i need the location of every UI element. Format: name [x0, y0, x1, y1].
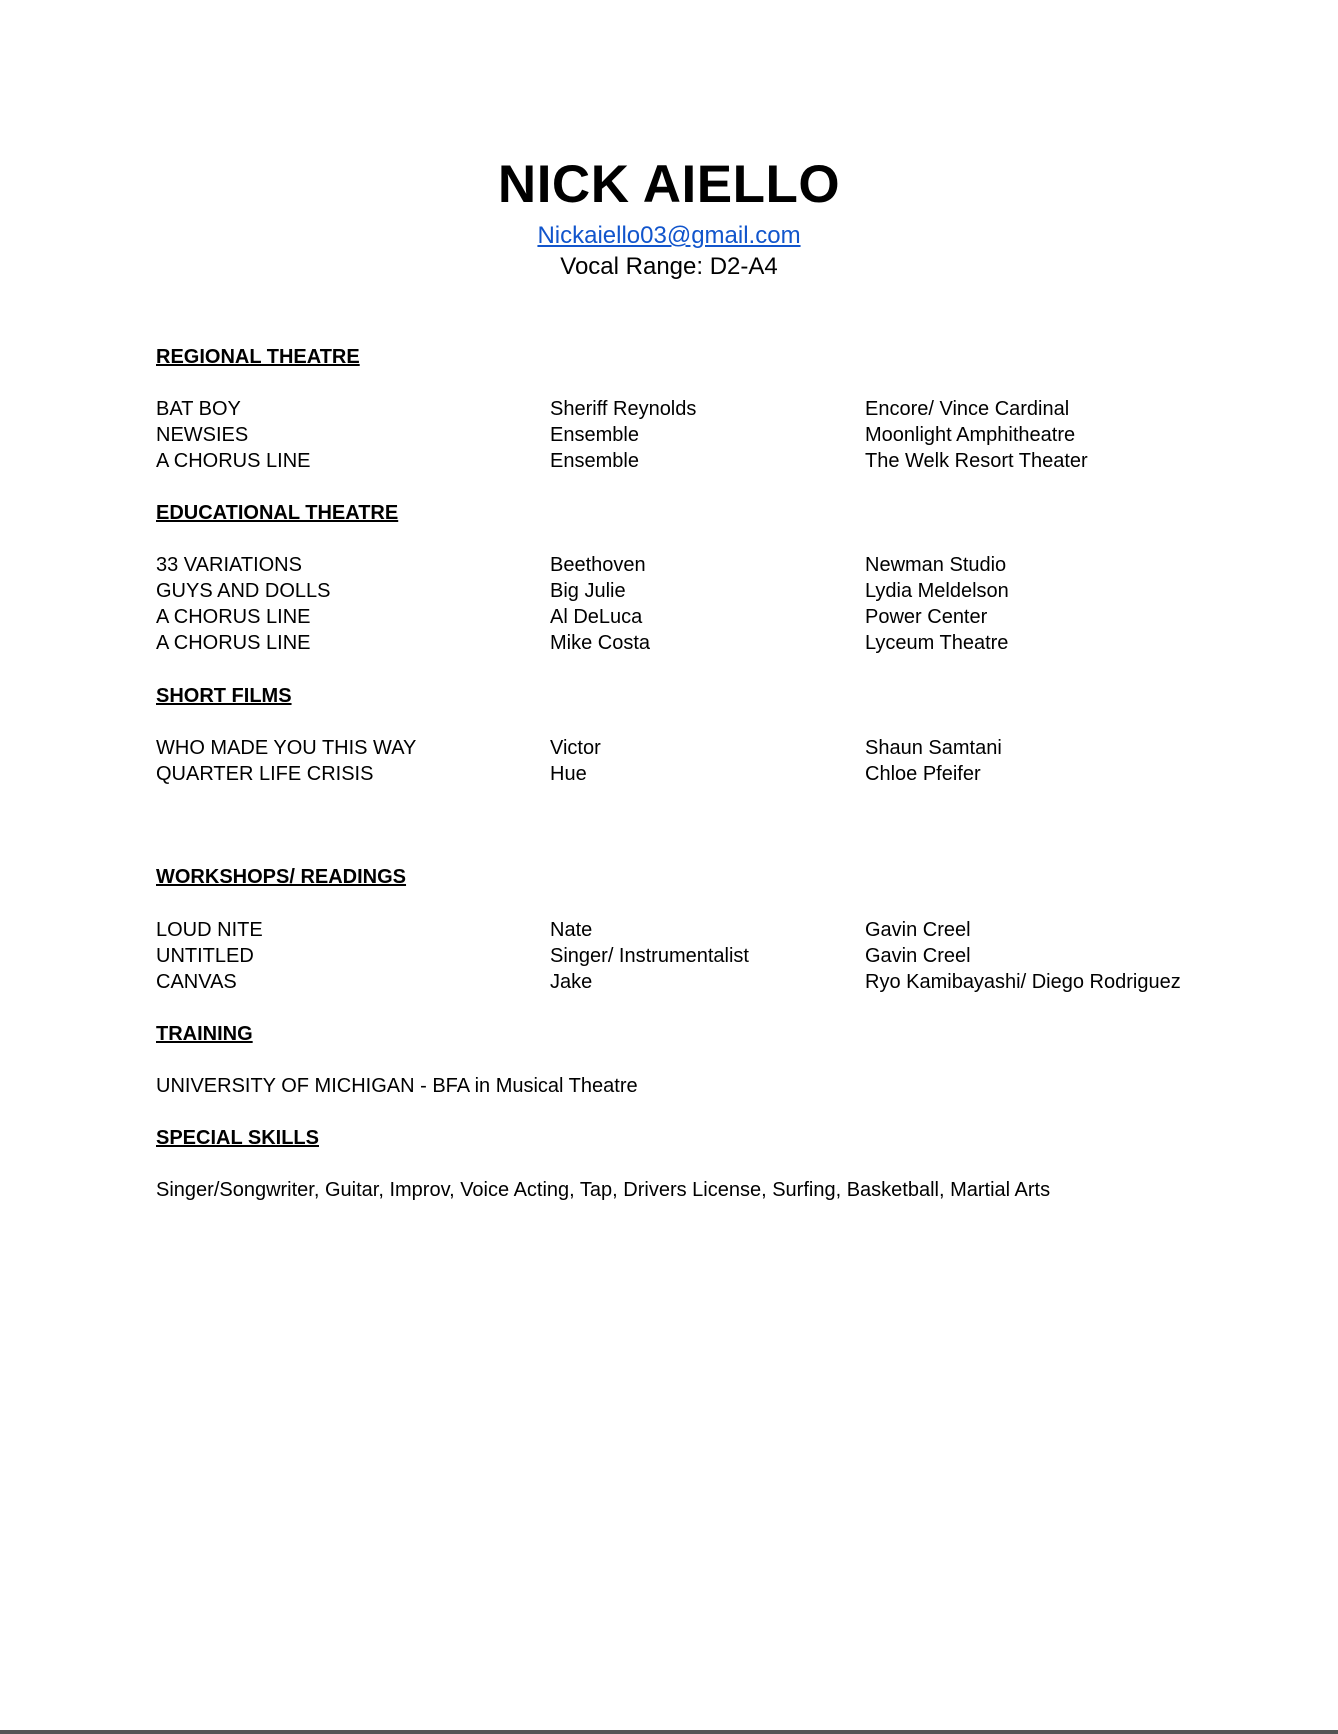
resume-header — [0, 150, 1338, 282]
section-title: SPECIAL SKILLS — [156, 1127, 319, 1149]
section-regional-theatre — [156, 344, 1256, 472]
vocal-range: Vocal Range: D2-A4 — [560, 253, 778, 280]
credit-venue: Chloe Pfeifer — [865, 763, 981, 785]
credit-show: CANVAS — [156, 971, 237, 993]
credit-role: Ensemble — [550, 450, 639, 472]
section-title: TRAINING — [156, 1023, 253, 1045]
credit-role: Mike Costa — [550, 632, 651, 654]
page-bottom-border — [0, 1730, 1338, 1734]
credit-show: A CHORUS LINE — [156, 632, 311, 654]
performer-name: NICK AIELLO — [497, 155, 841, 214]
credit-venue: Shaun Samtani — [865, 737, 1002, 759]
credit-show: 33 VARIATIONS — [156, 554, 302, 576]
credit-role: Sheriff Reynolds — [550, 398, 697, 420]
credit-role: Nate — [550, 919, 593, 941]
credit-show: QUARTER LIFE CRISIS — [156, 763, 374, 785]
credit-venue: Power Center — [865, 606, 988, 628]
section-title: REGIONAL THEATRE — [156, 346, 360, 368]
credit-show: BAT BOY — [156, 398, 241, 420]
section-workshops-readings — [156, 864, 1256, 993]
section-title: SHORT FILMS — [156, 685, 292, 707]
email-link[interactable]: Nickaiello03@gmail.com — [537, 222, 801, 249]
credit-role: Big Julie — [550, 580, 626, 602]
section-short-films — [156, 683, 1256, 785]
credit-venue: Ryo Kamibayashi/ Diego Rodriguez — [865, 971, 1181, 993]
credit-venue: The Welk Resort Theater — [865, 450, 1088, 472]
credit-show: A CHORUS LINE — [156, 450, 311, 472]
section-title: WORKSHOPS/ READINGS — [156, 866, 407, 888]
section-special-skills — [156, 1125, 1256, 1201]
credit-venue: Moonlight Amphitheatre — [865, 424, 1076, 446]
credit-show: LOUD NITE — [156, 919, 263, 941]
credit-role: Victor — [550, 737, 601, 759]
section-title: EDUCATIONAL THEATRE — [156, 502, 399, 524]
credit-venue: Newman Studio — [865, 554, 1007, 576]
skills-text: Singer/Songwriter, Guitar, Improv, Voice Acting, Tap, Drivers License, Surfing, Basketball, Martial Arts — [156, 1179, 1051, 1201]
section-educational-theatre — [156, 500, 1256, 654]
credit-venue: Lyceum Theatre — [865, 632, 1009, 654]
credit-show: WHO MADE YOU THIS WAY — [156, 737, 417, 759]
credit-show: A CHORUS LINE — [156, 606, 311, 628]
credit-role: Jake — [550, 971, 593, 993]
credit-role: Singer/ Instrumentalist — [550, 945, 749, 967]
credit-show: NEWSIES — [156, 424, 249, 446]
credit-show: UNTITLED — [156, 945, 254, 967]
credit-role: Ensemble — [550, 424, 639, 446]
training-text: UNIVERSITY OF MICHIGAN - BFA in Musical Theatre — [156, 1075, 638, 1097]
credit-role: Hue — [550, 763, 587, 785]
credit-venue: Gavin Creel — [865, 945, 971, 967]
credit-venue: Lydia Meldelson — [865, 580, 1009, 602]
credit-role: Beethoven — [550, 554, 646, 576]
credit-show: GUYS AND DOLLS — [156, 580, 331, 602]
credit-venue: Encore/ Vince Cardinal — [865, 398, 1070, 420]
section-training — [156, 1021, 1256, 1097]
credit-venue: Gavin Creel — [865, 919, 971, 941]
credit-role: Al DeLuca — [550, 606, 643, 628]
